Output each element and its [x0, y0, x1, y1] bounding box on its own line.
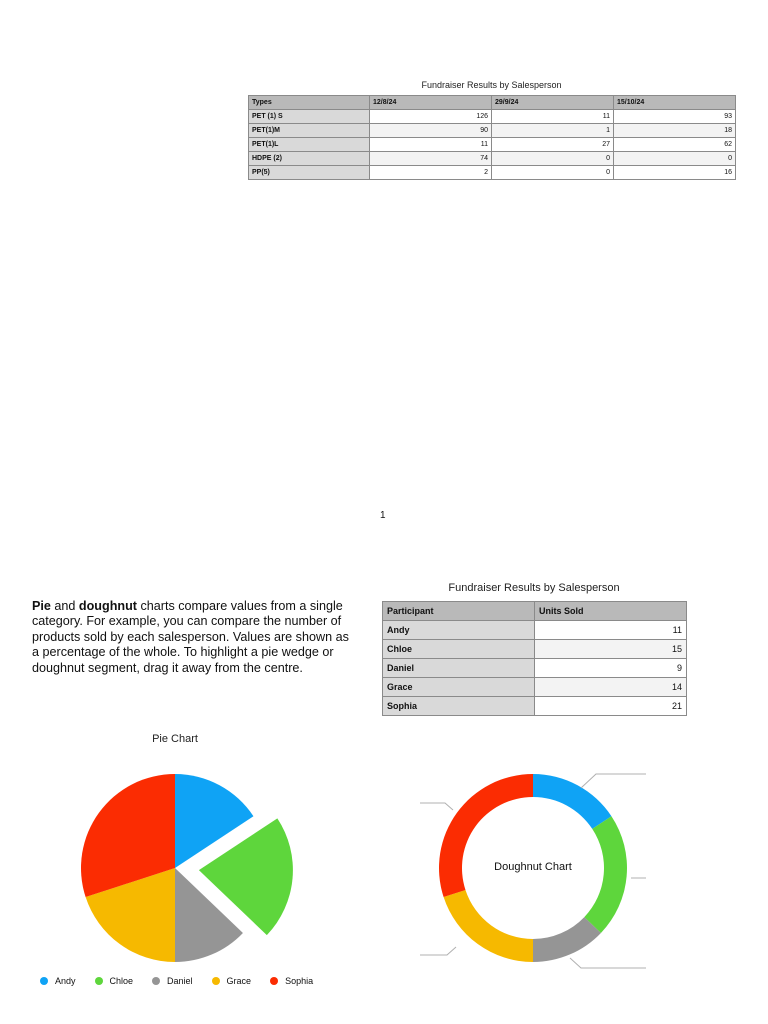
table-small-title: Fundraiser Results by Salesperson — [421, 80, 562, 90]
row-header: PET(1)M — [249, 124, 370, 138]
table-cell: 16 — [614, 166, 736, 180]
legend-label: Grace — [226, 976, 252, 986]
table-cell: 18 — [614, 124, 736, 138]
legend-item — [152, 976, 193, 986]
legend-label: Sophia — [285, 976, 314, 986]
table-units-title: Fundraiser Results by Salesperson — [448, 582, 620, 594]
legend-label: Chloe — [109, 976, 134, 986]
column-header: 12/8/24 — [370, 96, 492, 110]
table-row — [383, 640, 687, 659]
row-header: HDPE (2) — [249, 152, 370, 166]
pie-chart-title: Pie Chart — [152, 733, 198, 745]
table-cell: 1 — [492, 124, 614, 138]
table-cell: 62 — [614, 138, 736, 152]
table-cell: 15 — [535, 640, 687, 659]
table-row — [383, 697, 687, 716]
callout-leader-line — [420, 947, 456, 955]
table-cell: 74 — [370, 152, 492, 166]
column-header: 15/10/24 — [614, 96, 736, 110]
table-cell: 0 — [614, 152, 736, 166]
table-row — [249, 138, 736, 152]
table-cell: 21 — [535, 697, 687, 716]
table-cell: 27 — [492, 138, 614, 152]
legend-item — [40, 976, 76, 986]
table-row — [249, 110, 736, 124]
table-row — [249, 124, 736, 138]
pie-keyword: Pie — [32, 599, 51, 613]
table-cell: 93 — [614, 110, 736, 124]
doughnut-segment-chloe[interactable] — [584, 816, 627, 933]
doughnut-segment-sophia[interactable] — [439, 774, 533, 897]
column-header: Units Sold — [535, 602, 687, 621]
column-header: 29/9/24 — [492, 96, 614, 110]
callout-leader-line — [570, 958, 646, 968]
row-header: Andy — [383, 621, 535, 640]
table-header-row — [383, 602, 687, 621]
doughnut-chart-label: Doughnut Chart — [494, 861, 572, 873]
table-cell: 2 — [370, 166, 492, 180]
row-header: PET (1) S — [249, 110, 370, 124]
table-cell: 126 — [370, 110, 492, 124]
description-text: charts compare values from a single category. For example, you can compare the number of products sold by each salesperson. Values are shown as a percentage of the whole. To highlight a pie wedge or doughnut segment, drag it away from the centre. — [32, 599, 349, 675]
legend-swatch — [95, 977, 103, 985]
column-header: Types — [249, 96, 370, 110]
legend-swatch — [270, 977, 278, 985]
legend-item — [95, 976, 134, 986]
table-small — [248, 95, 736, 180]
doughnut-keyword: doughnut — [78, 599, 137, 613]
legend-label: Daniel — [167, 976, 193, 986]
page-number: 1 — [380, 510, 386, 521]
legend-label: Andy — [55, 976, 76, 986]
doughnut-segment-andy[interactable] — [533, 774, 611, 829]
table-cell: 11 — [492, 110, 614, 124]
legend-item — [270, 976, 313, 986]
description-text: and — [50, 599, 79, 613]
doughnut-segment-grace[interactable] — [444, 890, 533, 962]
row-header: Chloe — [383, 640, 535, 659]
row-header: Daniel — [383, 659, 535, 678]
description-paragraph — [32, 599, 352, 676]
row-header: PP(5) — [249, 166, 370, 180]
legend-swatch — [152, 977, 160, 985]
legend-swatch — [212, 977, 220, 985]
row-header: Grace — [383, 678, 535, 697]
pie-chart — [60, 760, 310, 975]
table-cell: 90 — [370, 124, 492, 138]
row-header: Sophia — [383, 697, 535, 716]
doughnut-segment-daniel[interactable] — [533, 917, 601, 962]
table-row — [249, 152, 736, 166]
legend-swatch — [40, 977, 48, 985]
table-cell: 9 — [535, 659, 687, 678]
callout-leader-line — [581, 774, 646, 788]
table-row — [383, 621, 687, 640]
table-cell: 0 — [492, 166, 614, 180]
table-row — [249, 166, 736, 180]
row-header: PET(1)L — [249, 138, 370, 152]
table-cell: 0 — [492, 152, 614, 166]
pie-legend — [40, 976, 340, 986]
table-cell: 11 — [535, 621, 687, 640]
table-header-row — [249, 96, 736, 110]
column-header: Participant — [383, 602, 535, 621]
legend-item — [212, 976, 252, 986]
table-cell: 11 — [370, 138, 492, 152]
table-cell: 14 — [535, 678, 687, 697]
callout-leader-line — [420, 803, 453, 810]
table-row — [383, 678, 687, 697]
table-units — [382, 601, 687, 716]
table-row — [383, 659, 687, 678]
